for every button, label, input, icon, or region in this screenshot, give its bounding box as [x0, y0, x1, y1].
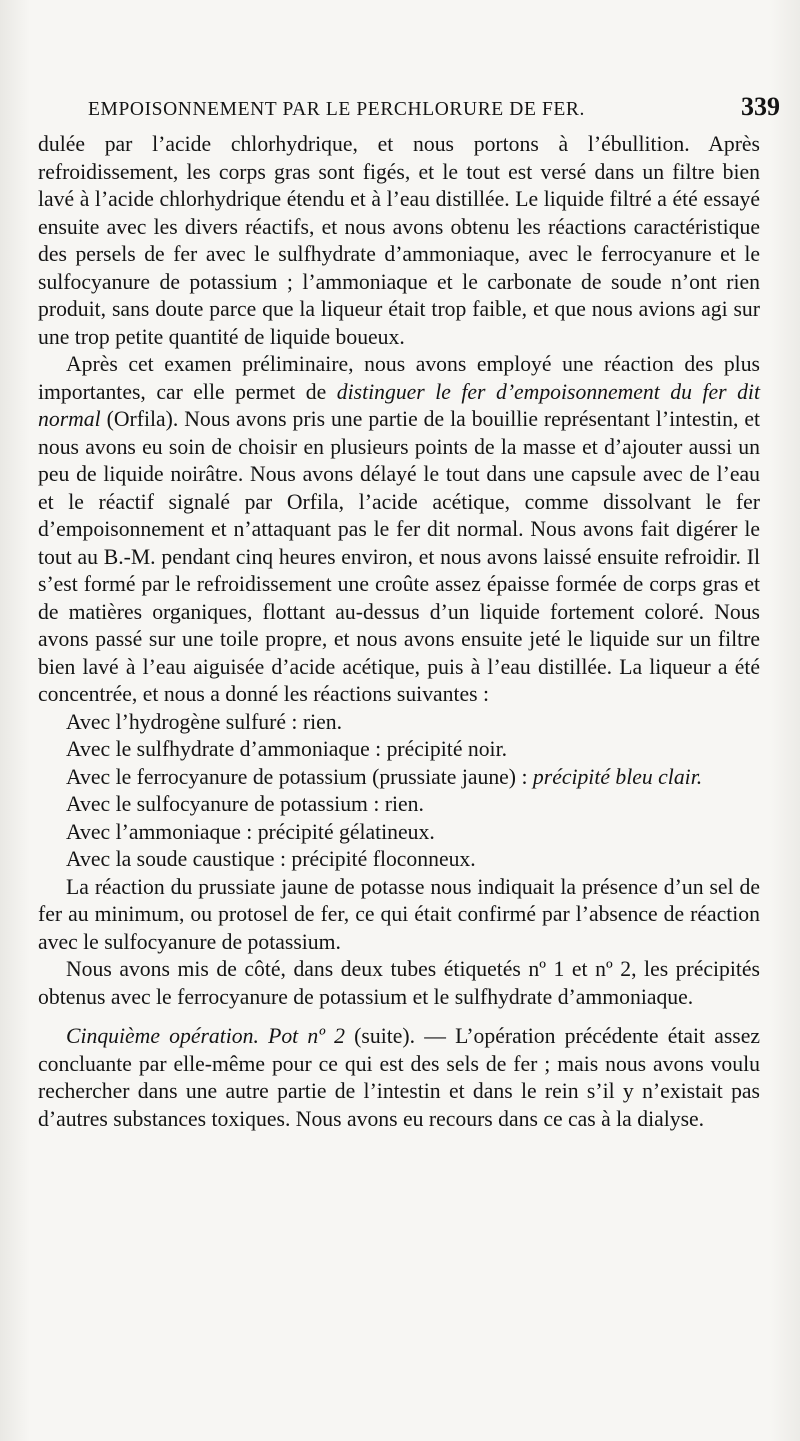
page-number: 339: [741, 92, 780, 121]
paragraph-2: [38, 351, 760, 709]
reaction-item-3: [38, 764, 760, 792]
paragraph-5-text: (suite). — L’opération précédente était assez concluante par elle-même pour ce qui est des sels de fer ; mais nous avons voulu rechercher dans une autre partie de l’intestin et dans le rein s’il y n’existait pas d’autres substances toxiques. Nous avons eu recours dans ce cas à la dialyse.: [38, 1024, 761, 1131]
paragraph-5: [38, 1023, 760, 1133]
reaction-item-1: Avec l’hydrogène sulfuré : rien.: [66, 709, 343, 734]
paragraph-2-text-a: Après cet examen préliminaire, nous avons employé une réaction des plus importantes, car elle permet de: [38, 352, 760, 404]
paragraph-3: La réaction du prussiate jaune de potasse nous indiquait la présence d’un sel de fer au minimum, ou protosel de fer, ce qui était confirmé par l’absence de réaction avec le sulfocyanure de potassium.: [38, 874, 760, 954]
running-title: EMPOISONNEMENT PAR LE PERCHLORURE DE FER.: [88, 99, 585, 120]
reactions-list: [38, 709, 760, 874]
paragraph-1: dulée par l’acide chlorhydrique, et nous portons à l’ébullition. Après refroidissement, les corps gras sont figés, et le tout est versé dans un filtre bien lavé à l’acide chlorhydrique étendu et à l’eau distillée. Le liquide filtré a été essayé ensuite avec les divers réactifs, et nous avons obtenu les réactions caractéristique des persels de fer avec le sulfhydrate d’ammoniaque, avec le ferrocyanure et le sulfocyanure de potassium ; l’ammoniaque et le carbonate de soude n’ont rien produit, sans doute parce que la liqueur était trop faible, et que nous avions agi sur une trop petite quantité de liquide boueux.: [38, 132, 760, 349]
reaction-item-5: Avec l’ammoniaque : précipité gélatineux.: [66, 819, 435, 844]
page-body: [38, 131, 760, 1133]
paragraph-2-text-b: (Orfila). Nous avons pris une partie de la bouillie représentant l’intestin, et nous avons eu soin de choisir en plusieurs points de la masse et d’ajouter aussi un peu de liquide noirâtre. Nous avons délayé le tout dans une capsule avec de l’eau et le réactif signalé par Orfila, l’acide acétique, comme dissolvant le fer d’empoisonnement et n’attaquant pas le fer dit normal. Nous avons fait digérer le tout au B.-M. pendant cinq heures environ, et nous avons laissé ensuite refroidir. Il s’est formé par le refroidissement une croûte assez épaisse formée de corps gras et de matières organiques, flottant au-dessus d’un liquide fortement coloré. Nous avons passé sur une toile propre, et nous avons ensuite jeté le liquide sur un filtre bien lavé à l’eau aiguisée d’acide acétique, puis à l’eau distillée. La liqueur a été concentrée, et nous a donné les réactions suivantes :: [38, 407, 760, 706]
page-header: [88, 92, 780, 126]
reaction-item-3-text: Avec le ferrocyanure de potassium (prussiate jaune) :: [66, 764, 533, 789]
section-heading: Cinquième opération. Pot nº 2: [66, 1024, 345, 1048]
paragraph-4: Nous avons mis de côté, dans deux tubes étiquetés nº 1 et nº 2, les précipités obtenus avec le ferrocyanure de potassium et le sulfhydrate d’ammoniaque.: [38, 957, 760, 1009]
reaction-item-2: Avec le sulfhydrate d’ammoniaque : précipité noir.: [66, 737, 508, 761]
reaction-item-6: Avec la soude caustique : précipité floconneux.: [66, 847, 476, 871]
reaction-item-3-emphasis: précipité bleu clair.: [532, 764, 703, 789]
reaction-item-4: Avec le sulfocyanure de potassium : rien.: [66, 792, 424, 816]
paragraph-2-emphasis: distinguer le fer d’empoisonnement du fer dit normal: [38, 379, 760, 431]
